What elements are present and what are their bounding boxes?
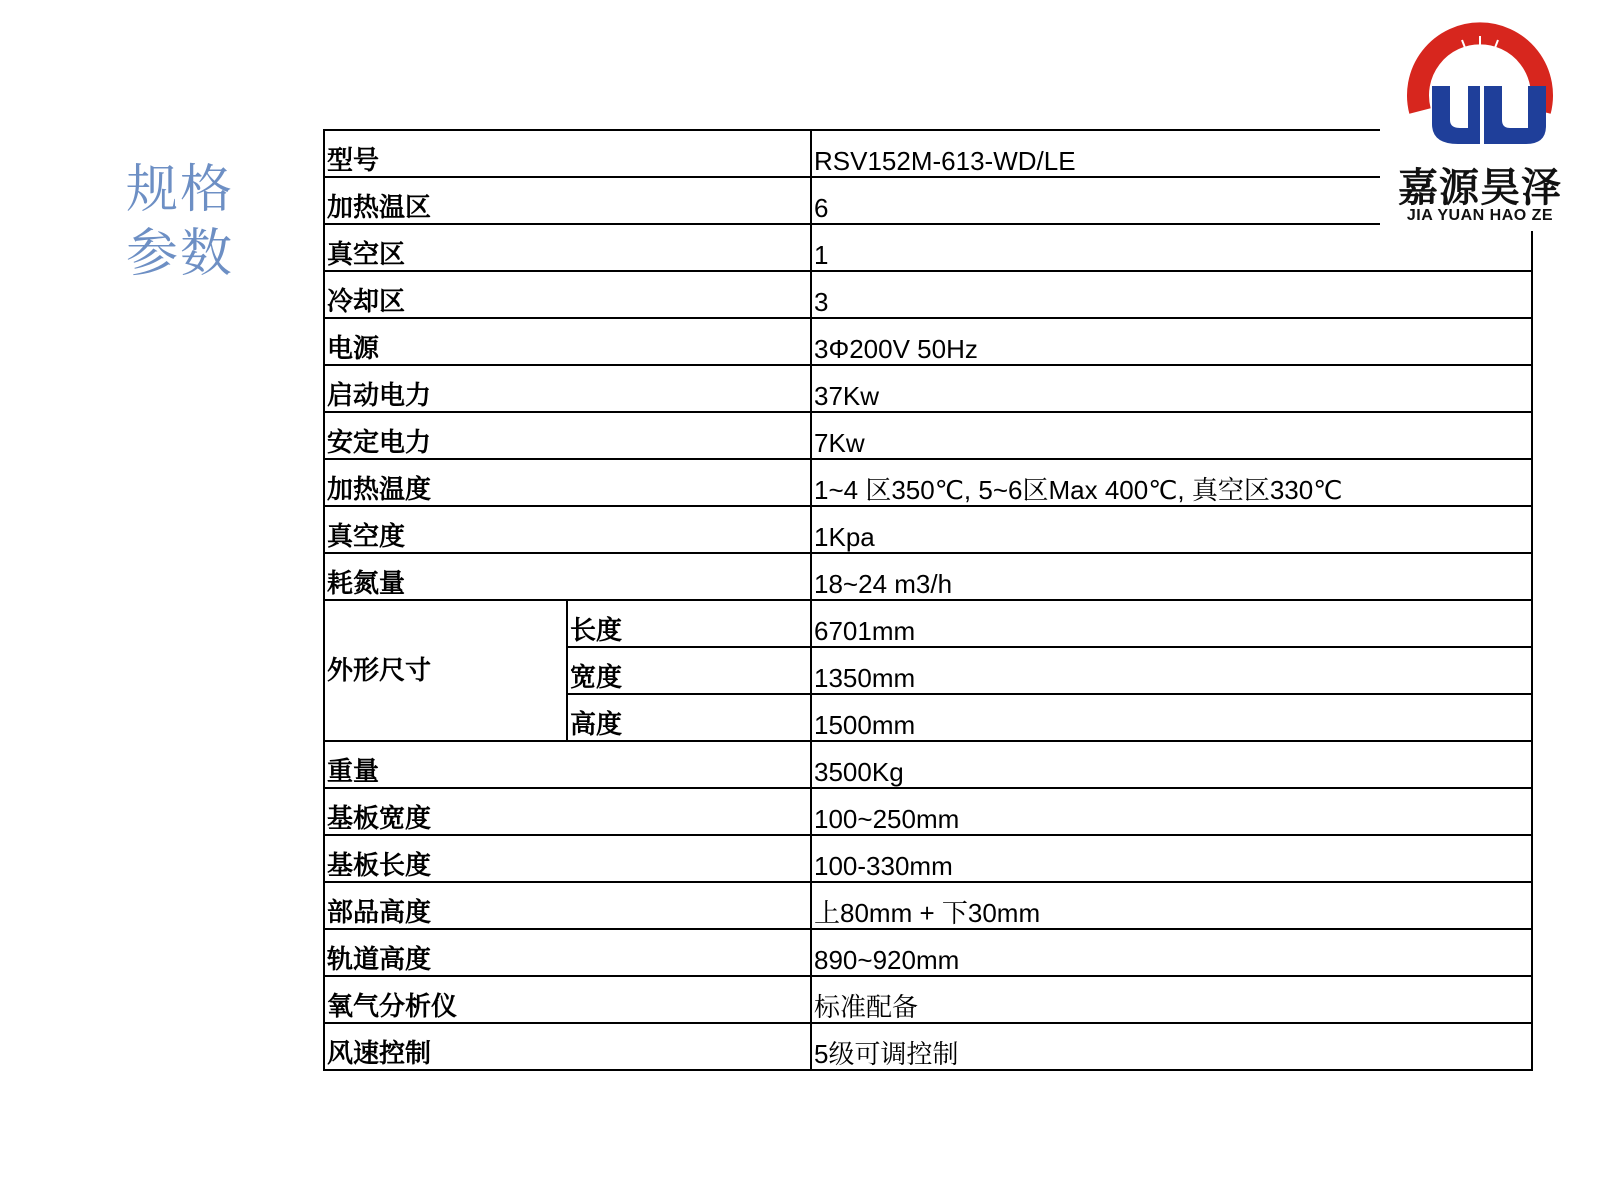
spec-value: 18~24 m3/h	[811, 553, 1532, 600]
spec-label: 启动电力	[324, 365, 811, 412]
spec-value: 1Kpa	[811, 506, 1532, 553]
spec-label: 氧气分析仪	[324, 976, 811, 1023]
spec-label: 冷却区	[324, 271, 811, 318]
table-row	[324, 882, 1532, 929]
logo-english-name: JIA YUAN HAO ZE	[1406, 207, 1554, 224]
table-row	[324, 741, 1532, 788]
spec-label: 耗氮量	[324, 553, 811, 600]
spec-table-container	[323, 129, 1531, 1071]
spec-value: 1	[811, 224, 1532, 271]
spec-value: 3500Kg	[811, 741, 1532, 788]
table-row	[324, 976, 1532, 1023]
spec-value: 37Kw	[811, 365, 1532, 412]
spec-label: 真空度	[324, 506, 811, 553]
dimension-label: 长度	[567, 600, 811, 647]
spec-value: 6701mm	[811, 600, 1532, 647]
spec-value: 100~250mm	[811, 788, 1532, 835]
spec-value: RSV152M-613-WD/LE	[811, 130, 1532, 177]
spec-value: 3Φ200V 50Hz	[811, 318, 1532, 365]
spec-label: 型号	[324, 130, 811, 177]
page-title-line1: 规格	[126, 160, 235, 220]
spec-value: 标准配备	[811, 976, 1532, 1023]
spec-label: 重量	[324, 741, 811, 788]
spec-value: 5级可调控制	[811, 1023, 1532, 1070]
dimension-label: 高度	[567, 694, 811, 741]
table-row	[324, 318, 1532, 365]
spec-label: 风速控制	[324, 1023, 811, 1070]
spec-table	[323, 129, 1533, 1071]
spec-label: 安定电力	[324, 412, 811, 459]
table-row	[324, 1023, 1532, 1070]
table-row	[324, 224, 1532, 271]
spec-label: 电源	[324, 318, 811, 365]
table-row	[324, 788, 1532, 835]
spec-value: 1350mm	[811, 647, 1532, 694]
logo-chinese-name: 嘉源昊泽	[1398, 165, 1562, 211]
spec-label: 部品高度	[324, 882, 811, 929]
dimension-label: 宽度	[567, 647, 811, 694]
table-row	[324, 412, 1532, 459]
spec-label: 轨道高度	[324, 929, 811, 976]
spec-value: 3	[811, 271, 1532, 318]
table-row	[324, 271, 1532, 318]
dimensions-label: 外形尺寸	[324, 600, 567, 741]
spec-value: 7Kw	[811, 412, 1532, 459]
table-row	[324, 506, 1532, 553]
spec-label: 真空区	[324, 224, 811, 271]
company-logo	[1380, 16, 1580, 231]
spec-value: 1500mm	[811, 694, 1532, 741]
spec-value: 上80mm + 下30mm	[811, 882, 1532, 929]
table-row	[324, 929, 1532, 976]
logo-mark-icon	[1380, 16, 1580, 156]
spec-value: 1~4 区350℃, 5~6区Max 400℃, 真空区330℃	[811, 459, 1532, 506]
page-title	[126, 158, 234, 286]
spec-value: 6	[811, 177, 1532, 224]
table-row	[324, 553, 1532, 600]
table-row	[324, 177, 1532, 224]
spec-label: 加热温度	[324, 459, 811, 506]
table-row	[324, 459, 1532, 506]
table-row	[324, 600, 1532, 647]
table-row	[324, 835, 1532, 882]
spec-value: 890~920mm	[811, 929, 1532, 976]
spec-label: 基板宽度	[324, 788, 811, 835]
spec-label: 加热温区	[324, 177, 811, 224]
table-row	[324, 365, 1532, 412]
page-title-line2: 参数	[126, 224, 235, 284]
spec-label: 基板长度	[324, 835, 811, 882]
spec-value: 100-330mm	[811, 835, 1532, 882]
table-row	[324, 130, 1532, 177]
